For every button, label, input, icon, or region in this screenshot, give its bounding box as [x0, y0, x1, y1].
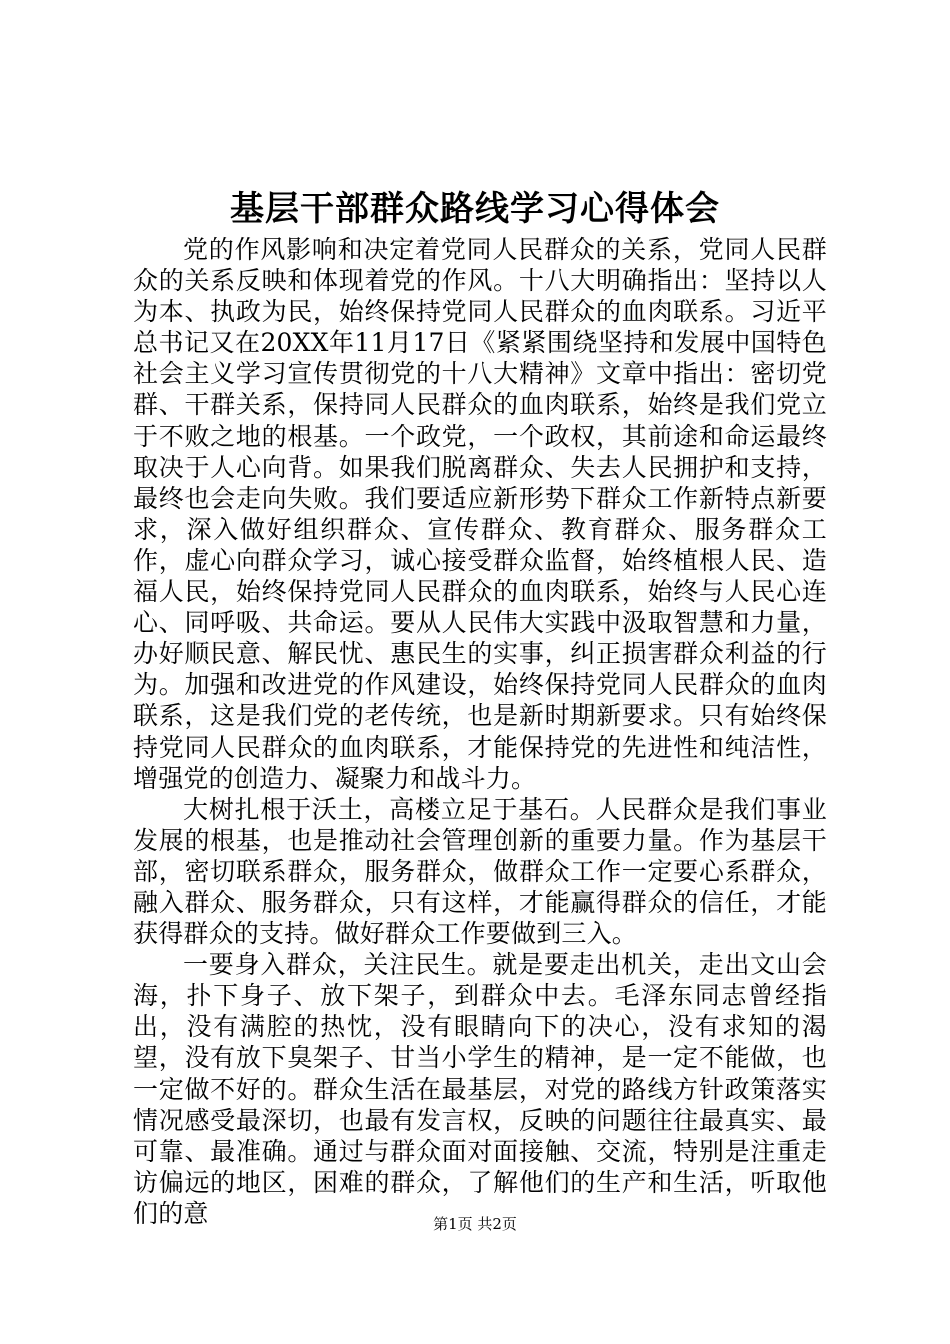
paragraph: 党的作风影响和决定着党同人民群众的关系，党同人民群众的关系反映和体现着党的作风。十八大明确指出：坚持以人为本、执政为民，始终保持党同人民群众的血肉联系。习近平总书记又在20XX年11月17日《紧紧围绕坚持和发展中国特色社会主义学习宣传贯彻党的十八大精神》文章中指出：密切党群、干群关系，保持同人民群众的血肉联系，始终是我们党立于不败之地的根基。一个政党，一个政权，其前途和命运最终取决于人心向背。如果我们脱离群众、失去人民拥护和支持，最终也会走向失败。我们要适应新形势下群众工作新特点新要求，深入做好组织群众、宣传群众、教育群众、服务群众工作，虚心向群众学习，诚心接受群众监督，始终植根人民、造福人民，始终保持党同人民群众的血肉联系，始终与人民心连心、同呼吸、共命运。要从人民伟大实践中汲取智慧和力量，办好顺民意、解民忧、惠民生的实事，纠正损害群众利益的行为。加强和改进党的作风建设，始终保持党同人民群众的血肉联系，这是我们党的老传统，也是新时期新要求。只有始终保持党同人民群众的血肉联系，才能保持党的先进性和纯洁性，增强党的创造力、凝聚力和战斗力。 — [133, 235, 827, 793]
page-number-footer: 第1页 共2页 — [433, 1215, 517, 1233]
document-body — [133, 234, 827, 1229]
document-title: 基层干部群众路线学习心得体会 — [230, 189, 720, 229]
paragraph: 一要身入群众，关注民生。就是要走出机关，走出文山会海，扑下身子、放下架子，到群众中去。毛泽东同志曾经指出，没有满腔的热忱，没有眼睛向下的决心，没有求知的渴望，没有放下臭架子、甘当小学生的精神，是一定不能做，也一定做不好的。群众生活在最基层，对党的路线方针政策落实情况感受最深切，也最有发言权，反映的问题往往最真实、最可靠、最准确。通过与群众面对面接触、交流，特别是注重走访偏远的地区，困难的群众，了解他们的生产和生活，听取他们的意 — [133, 950, 827, 1228]
paragraph: 大树扎根于沃土，高楼立足于基石。人民群众是我们事业发展的根基，也是推动社会管理创新的重要力量。作为基层干部，密切联系群众，服务群众，做群众工作一定要心系群众，融入群众、服务群众，只有这样，才能赢得群众的信任，才能获得群众的支持。做好群众工作要做到三入。 — [133, 794, 827, 949]
